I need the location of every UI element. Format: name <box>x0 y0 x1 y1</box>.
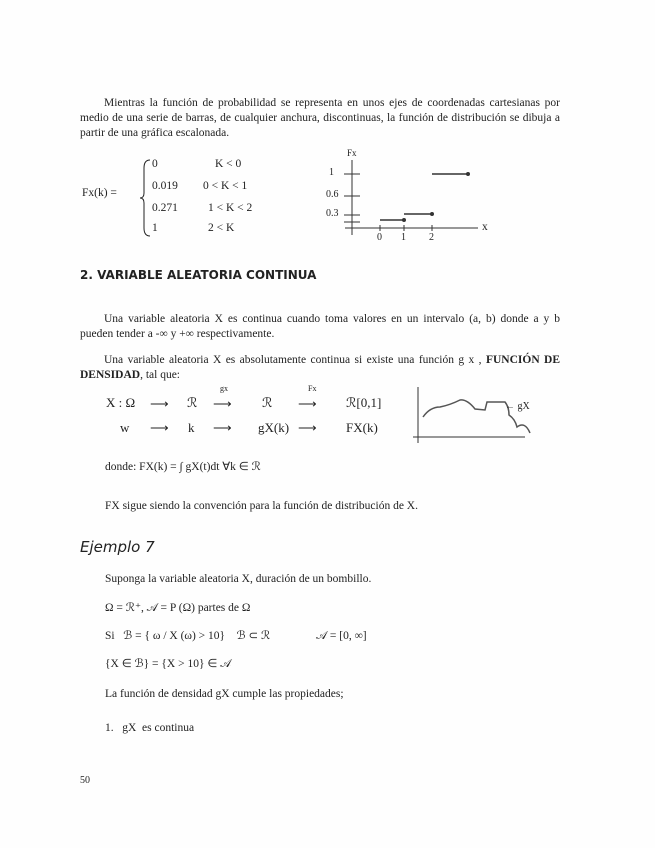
piece-cond: 1 < K < 2 <box>208 202 253 214</box>
example-line: 1. gX es continua <box>105 722 195 734</box>
example-title: Ejemplo 7 <box>80 538 155 556</box>
example-line: Ω = ℛ⁺, 𝒜 = P (Ω) partes de Ω <box>105 602 251 614</box>
example-line: La función de densidad gX cumple las propiedades; <box>105 688 344 700</box>
piece-cond: 2 < K <box>208 222 235 234</box>
text: , tal que: <box>140 369 180 381</box>
piecewise-lhs: Fx(k) = <box>82 187 117 199</box>
map-text: X : Ω <box>106 395 136 410</box>
piece-cond: K < 0 <box>215 158 242 170</box>
piece-value: 0 <box>152 158 158 170</box>
x-axis-label: x <box>482 221 488 233</box>
piece-value: 0.271 <box>152 202 178 214</box>
page-number: 50 <box>80 775 90 786</box>
text: Una variable aleatoria X es absolutamente continua si existe una función g x , <box>104 354 486 366</box>
paragraph <box>80 353 560 383</box>
x-tick: 1 <box>401 232 406 243</box>
x-tick: 0 <box>377 232 382 243</box>
section-heading: 2. VARIABLE ALEATORIA CONTINUA <box>80 268 317 282</box>
map-text: ℛ[0,1] <box>346 395 382 410</box>
density-curve-sketch <box>405 385 535 445</box>
example-line: Si ℬ = { ω / X (ω) > 10} ℬ ⊂ ℛ 𝒜 = [0, ∞] <box>105 630 367 642</box>
arrow: ⟶ <box>298 396 317 411</box>
intro-paragraph: Mientras la función de probabilidad se representa en unos ejes de coordenadas cartesianas por medio de una serie de barras, de cualquier anchura, discontinuas, la función de distribución se dibuja a partir de una gráfica escalonada. <box>80 97 560 139</box>
arrow: ⟶ <box>150 420 169 435</box>
y-tick: 1 <box>329 167 334 178</box>
example-line: Suponga la variable aleatoria X, duración de un bombillo. <box>105 573 372 585</box>
map-text: k <box>188 420 195 435</box>
arrow: ⟶ <box>213 396 232 411</box>
piece-value: 1 <box>152 222 158 234</box>
fx-note: FX sigue siendo la convención para la función de distribución de X. <box>105 500 418 512</box>
piece-value: 0.019 <box>152 180 178 192</box>
donde-formula: donde: FX(k) = ∫ gX(t)dt ∀k ∈ ℛ <box>105 461 261 473</box>
curve-label: ← gX <box>505 401 530 412</box>
map-text: FX(k) <box>346 420 378 435</box>
arrow-label: Fx <box>308 384 317 393</box>
piece-cond: 0 < K < 1 <box>203 180 248 192</box>
y-tick: 0.3 <box>326 208 339 219</box>
map-text: ℛ <box>262 395 273 410</box>
paragraph: Una variable aleatoria X es continua cuando toma valores en un intervalo (a, b) donde a y b pueden tender a -∞ y +∞ respectivamente. <box>80 313 560 340</box>
example-line: {X ∈ ℬ} = {X > 10} ∈ 𝒜 <box>105 658 232 670</box>
y-tick: 0.6 <box>326 189 339 200</box>
map-text: ℛ <box>187 395 198 410</box>
arrow: ⟶ <box>298 420 317 435</box>
arrow: ⟶ <box>150 396 169 411</box>
map-text: gX(k) <box>258 420 290 435</box>
y-axis-label: Fx <box>347 148 357 158</box>
brace-icon <box>140 158 152 238</box>
x-tick: 2 <box>429 232 434 243</box>
term-bold: FUNCIÓN DE DENSIDAD <box>80 354 560 381</box>
arrow-label: gx <box>220 384 228 393</box>
map-text: w <box>120 420 130 435</box>
step-chart <box>320 150 500 250</box>
arrow: ⟶ <box>213 420 232 435</box>
